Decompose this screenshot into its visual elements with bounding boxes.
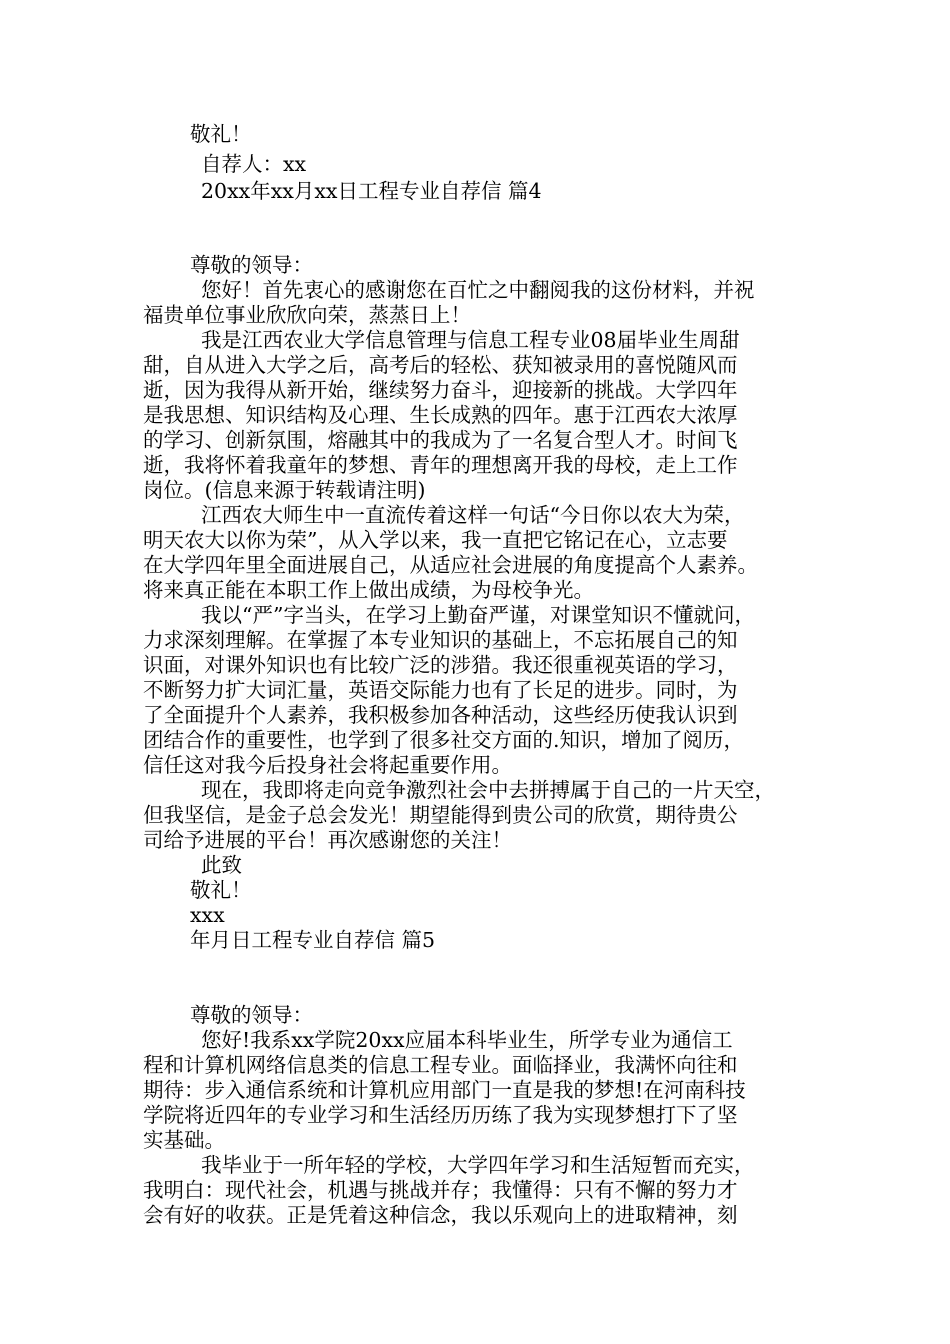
paragraph-line: 岗位。(信息来源于转载请注明)	[143, 478, 426, 502]
paragraph-line: 您好！首先衷心的感谢您在百忙之中翻阅我的这份材料，并祝	[201, 278, 755, 302]
paragraph-line: 了全面提升个人素养，我积极参加各种活动，这些经历使我认识到	[143, 703, 738, 727]
paragraph-line: 您好!我系xx学院20xx应届本科毕业生，所学专业为通信工	[201, 1028, 733, 1052]
paragraph-line: 信任这对我今后投身社会将起重要作用。	[143, 753, 512, 777]
paragraph-line: 在大学四年里全面进展自己，从适应社会进展的角度提高个人素养。	[143, 553, 758, 577]
paragraph-line: 明天农大以你为荣”，从入学以来，我一直把它铭记在心，立志要	[143, 528, 728, 552]
section-title: 年月日工程专业自荐信 篇5	[190, 928, 436, 952]
paragraph-line: 逝，我将怀着我童年的梦想、青年的理想离开我的母校，走上工作	[143, 453, 738, 477]
paragraph-line: 不断努力扩大词汇量，英语交际能力也有了长足的进步。同时，为	[143, 678, 738, 702]
paragraph-line: 逝，因为我得从新开始，继续努力奋斗，迎接新的挑战。大学四年	[143, 378, 738, 402]
signature-line: 自荐人：xx	[201, 152, 307, 176]
paragraph-line: 是我思想、知识结构及心理、生长成熟的四年。惠于江西农大浓厚	[143, 403, 738, 427]
paragraph-line: 现在，我即将走向竞争激烈社会中去拼搏属于自己的一片天空，	[201, 778, 775, 802]
paragraph-line: 我明白：现代社会，机遇与挑战并存；我懂得：只有不懈的努力才	[143, 1178, 738, 1202]
salutation: 尊敬的领导：	[190, 1003, 313, 1027]
paragraph-line: 将来真正能在本职工作上做出成绩，为母校争光。	[143, 578, 594, 602]
paragraph-line: 学院将近四年的专业学习和生活经历历练了我为实现梦想打下了坚	[143, 1103, 738, 1127]
paragraph-line: 我以“严”字当头，在学习上勤奋严谨，对课堂知识不懂就问，	[201, 603, 755, 627]
paragraph-line: 的学习、创新氛围，熔融其中的我成为了一名复合型人才。时间飞	[143, 428, 738, 452]
paragraph-line: 会有好的收获。正是凭着这种信念，我以乐观向上的进取精神，刻	[143, 1203, 738, 1227]
paragraph-line: 识面，对课外知识也有比较广泛的涉猎。我还很重视英语的学习，	[143, 653, 738, 677]
date-and-section-title: 20xx年xx月xx日工程专业自荐信 篇4	[201, 179, 542, 203]
paragraph-line: 团结合作的重要性，也学到了很多社交方面的.知识，增加了阅历，	[143, 728, 745, 752]
closing-line: 此致	[201, 853, 242, 877]
paragraph-line: 力求深刻理解。在掌握了本专业知识的基础上，不忘拓展自己的知	[143, 628, 738, 652]
paragraph-line: 我毕业于一所年轻的学校，大学四年学习和生活短暂而充实，	[201, 1153, 755, 1177]
paragraph-line: 程和计算机网络信息类的信息工程专业。面临择业，我满怀向往和	[143, 1053, 738, 1077]
closing-salute: 敬礼！	[190, 122, 252, 146]
paragraph-line: 我是江西农业大学信息管理与信息工程专业08届毕业生周甜	[201, 328, 740, 352]
paragraph-line: 实基础。	[143, 1128, 225, 1152]
paragraph-line: 甜，自从进入大学之后，高考后的轻松、获知被录用的喜悦随风而	[143, 353, 738, 377]
paragraph-line: 期待：步入通信系统和计算机应用部门一直是我的梦想!在河南科技	[143, 1078, 746, 1102]
closing-salute: 敬礼！	[190, 878, 252, 902]
paragraph-line: 司给予进展的平台！再次感谢您的关注！	[143, 828, 512, 852]
paragraph-line: 江西农大师生中一直流传着这样一句话“今日你以农大为荣，	[201, 503, 745, 527]
paragraph-line: 福贵单位事业欣欣向荣，蒸蒸日上！	[143, 303, 471, 327]
paragraph-line: 但我坚信，是金子总会发光！期望能得到贵公司的欣赏，期待贵公	[143, 803, 738, 827]
salutation: 尊敬的领导：	[190, 253, 313, 277]
signature-line: xxx	[190, 903, 225, 927]
